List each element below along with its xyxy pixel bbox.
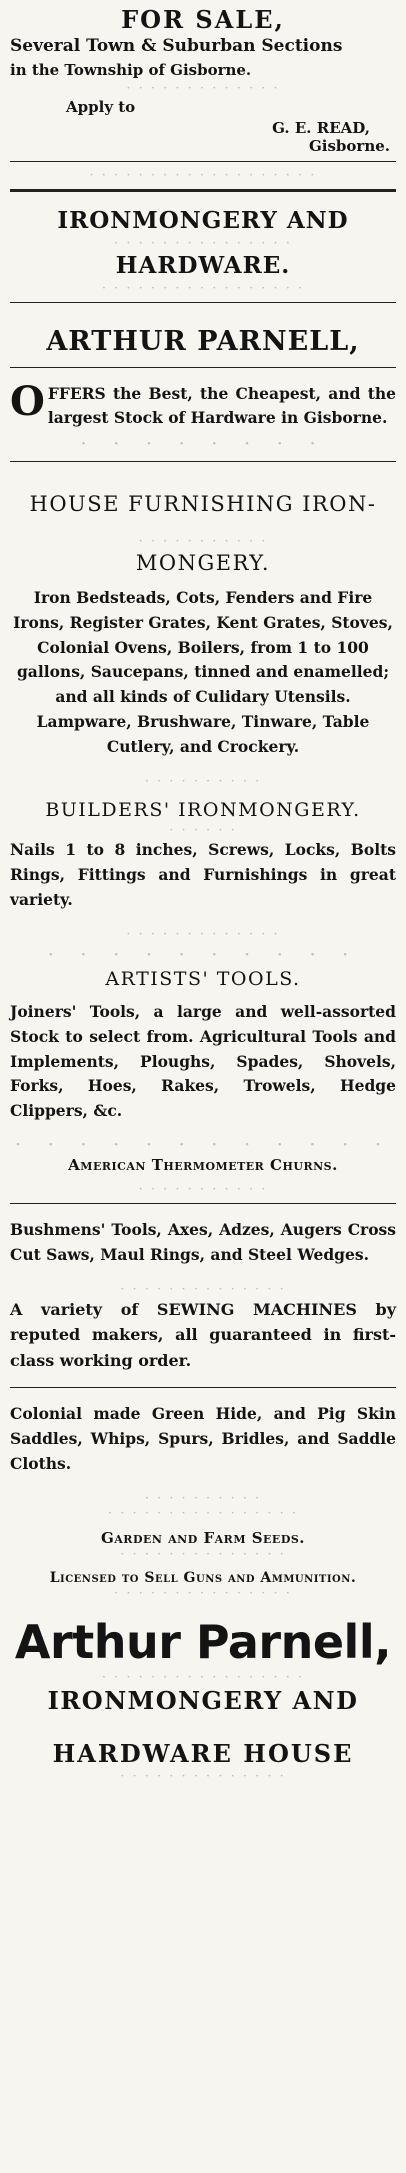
garden-seeds-notice: Garden and Farm Seeds. — [100, 1528, 306, 1547]
agent-name: G. E. READ, — [272, 118, 370, 137]
for-sale-apply: Apply to — [66, 98, 136, 117]
bleed-through-text: · · · · · · · · · · · — [138, 533, 268, 549]
bleed-through-text: · · · · · · · · · · · · · · · — [114, 235, 292, 251]
bleed-through-text: · · · · · · — [169, 823, 237, 839]
bleed-through-text: · · · · · · · · · · · · · · · · · — [101, 280, 305, 296]
bleed-through-text: · · · · · · · · — [80, 431, 326, 456]
agent-place: Gisborne. — [308, 136, 390, 155]
builders-text: Nails 1 to 8 inches, Screws, Locks, Bolts Rings, Fittings and Furnishings in great variety. — [10, 840, 396, 909]
bleed-through-text: · · · · · · · · · · — [47, 941, 359, 966]
for-sale-heading: FOR SALE, — [121, 5, 285, 34]
artists-heading: ARTISTS' TOOLS. — [105, 967, 301, 990]
bleed-through-text: · · · · · · · · · · — [144, 1490, 262, 1506]
offers-text: FFERS the Best, the Cheapest, and the largest Stock of Hardware in Gisborne. — [47, 383, 396, 428]
hardware-heading: HARDWARE. — [115, 251, 291, 279]
divider — [10, 461, 396, 462]
bushmens-text: Bushmens' Tools, Axes, Adzes, Augers Cross Cut Saws, Maul Rings, and Steel Wedges. — [10, 1220, 396, 1264]
divider — [10, 302, 396, 303]
bleed-through-text: · · · · · · · · · · · · · — [126, 926, 280, 942]
divider — [10, 1387, 396, 1388]
divider — [10, 367, 396, 368]
divider — [10, 1203, 396, 1204]
proprietor-name: ARTHUR PARNELL, — [46, 325, 360, 357]
bleed-through-text: · · · · · · · · · · · · · · · — [114, 1585, 292, 1601]
bleed-through-text: · · · · · · · · · · · · · · · · — [107, 1505, 299, 1521]
bleed-through-text: · · · · · · · · · · · · · · — [120, 1281, 286, 1297]
for-sale-line-1 — [10, 35, 396, 59]
bleed-through-text: · · · · · · · · · · · · · · — [120, 1546, 286, 1562]
colonial-saddlery-text: Colonial made Green Hide, and Pig Skin Saddles, Whips, Spurs, Bridles, and Saddle Cloths. — [10, 1404, 396, 1474]
offers-paragraph — [10, 377, 396, 432]
bleed-through-text: · · · · · · · · · · · · · · · · · — [101, 1670, 305, 1686]
artists-text: Joiners' Tools, a large and well-assorted Stock to select from. Agricultural Tools and Implements, Ploughs, Spades, Shovels, Forks, Hoes, Rakes, Trowels, Hedge Clippers, &c. — [10, 1002, 396, 1121]
sewing-machines-text: A variety of SEWING MACHINES by reputed makers, all guaranteed in first-class working order. — [10, 1299, 396, 1370]
bleed-through-text: · · · · · · · · · · · · · · · · · · · — [89, 167, 317, 183]
divider — [10, 189, 396, 192]
house-furnishing-heading-2: MONGERY. — [135, 550, 271, 575]
bleed-through-text: · · · · · · · · · · · · — [14, 1132, 392, 1157]
builders-heading: BUILDERS' IRONMONGERY. — [45, 798, 361, 821]
footer-proprietor-name: Arthur Parnell, — [14, 1614, 392, 1669]
bleed-through-text: · · · · · · · · · · · · · · — [120, 1769, 286, 1785]
house-furnishing-text: Iron Bedsteads, Cots, Fenders and Fire Irons, Register Grates, Kent Grates, Stoves, Colonial Ovens, Boilers, from 1 to 100 gallons, Saucepans, tinned and enamelled; and all kinds of Culidary Utensils. Lampware, Brushware, Tinware, Table Cutlery, and Crockery. — [13, 587, 393, 756]
ironmongery-heading: IRONMONGERY AND — [57, 206, 349, 234]
bleed-through-text: · · · · · · · · · · · · · — [126, 81, 280, 97]
licensed-notice: Licensed to Sell Guns and Ammunition. — [49, 1569, 357, 1586]
for-sale-line-2: in the Township of Gisborne. — [10, 60, 252, 79]
churns-notice: American Thermometer Churns. — [68, 1156, 338, 1175]
for-sale-line-1-text: Several Town & Suburban Sections — [10, 36, 343, 57]
divider — [10, 161, 396, 162]
footer-hardware-house: HARDWARE HOUSE — [52, 1739, 354, 1769]
house-furnishing-heading-1: HOUSE FURNISHING IRON- — [29, 492, 377, 517]
footer-ironmongery: IRONMONGERY AND — [47, 1686, 359, 1716]
bleed-through-text: · · · · · · · · · · · — [138, 1182, 268, 1198]
bleed-through-text: · · · · · · · · · · — [144, 773, 262, 789]
drop-cap: O — [10, 377, 45, 425]
